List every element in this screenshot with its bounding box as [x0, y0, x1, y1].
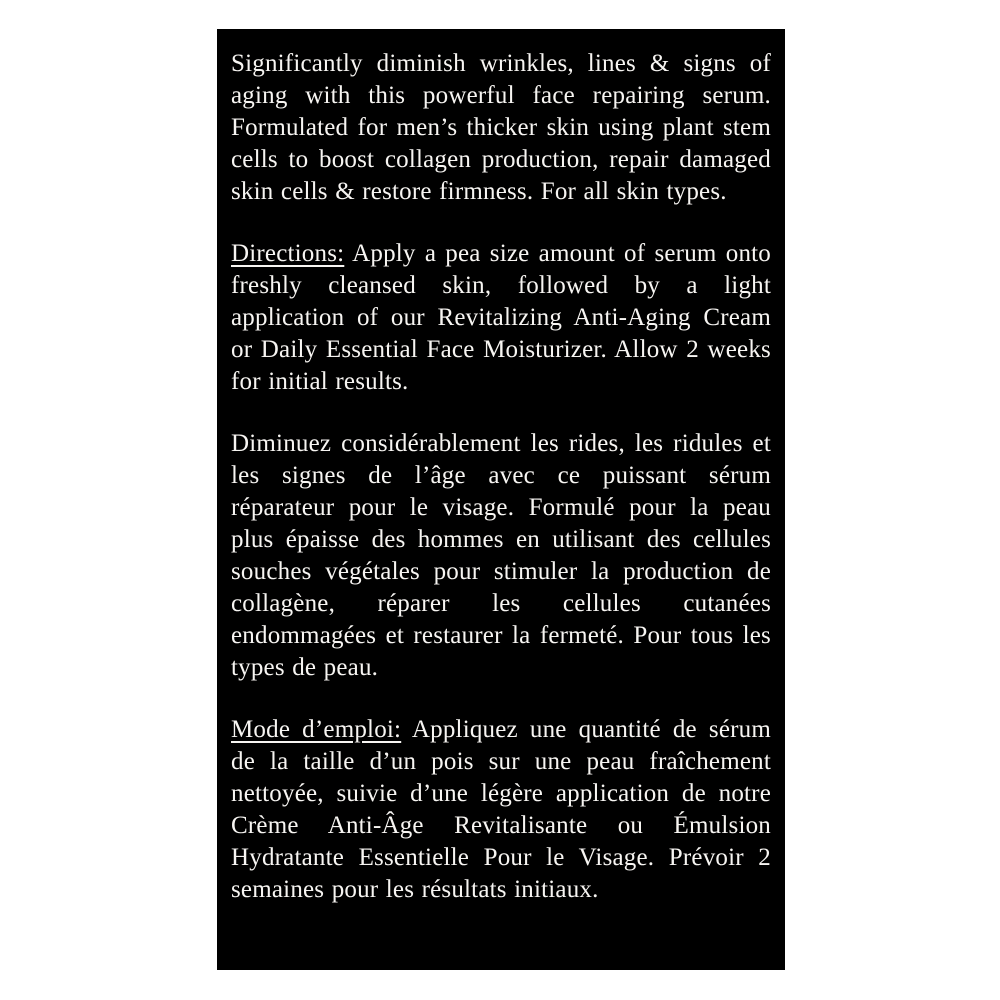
paragraph-french-directions — [231, 714, 771, 906]
directions-heading: Directions: — [231, 240, 345, 267]
paragraph-english-description — [231, 48, 771, 208]
paragraph-french-description — [231, 428, 771, 684]
english-description-text: Significantly diminish wrinkles, lines & signs of aging with this powerful face repairing serum. Formulated for men’s thicker skin using plant stem cells to boost collagen production, repair damaged skin cells & restore firmness. For all skin types. — [231, 50, 771, 205]
product-label-panel — [217, 29, 785, 970]
french-description-text: Diminuez considérablement les rides, les ridules et les signes de l’âge avec ce puissant sérum réparateur pour le visage. Formulé pour la peau plus épaisse des hommes en utilisant des cellules souches végétales pour stimuler la production de collagène, réparer les cellules cutanées endommagées et restaurer la fermeté. Pour tous les types de peau. — [231, 430, 771, 681]
mode-demploi-heading: Mode d’emploi: — [231, 716, 402, 743]
mode-demploi-text: Appliquez une quantité de sérum de la taille d’un pois sur une peau fraîchement nettoyée, suivie d’une légère application de notre Crème Anti-Âge Revitalisante ou Émulsion Hydratante Essentielle Pour le Visage. Prévoir 2 semaines pour les résultats initiaux. — [231, 716, 771, 903]
paragraph-english-directions — [231, 238, 771, 398]
directions-text: Apply a pea size amount of serum onto freshly cleansed skin, followed by a light application of our Revitalizing Anti-Aging Cream or Daily Essential Face Moisturizer. Allow 2 weeks for initial results. — [231, 240, 771, 395]
